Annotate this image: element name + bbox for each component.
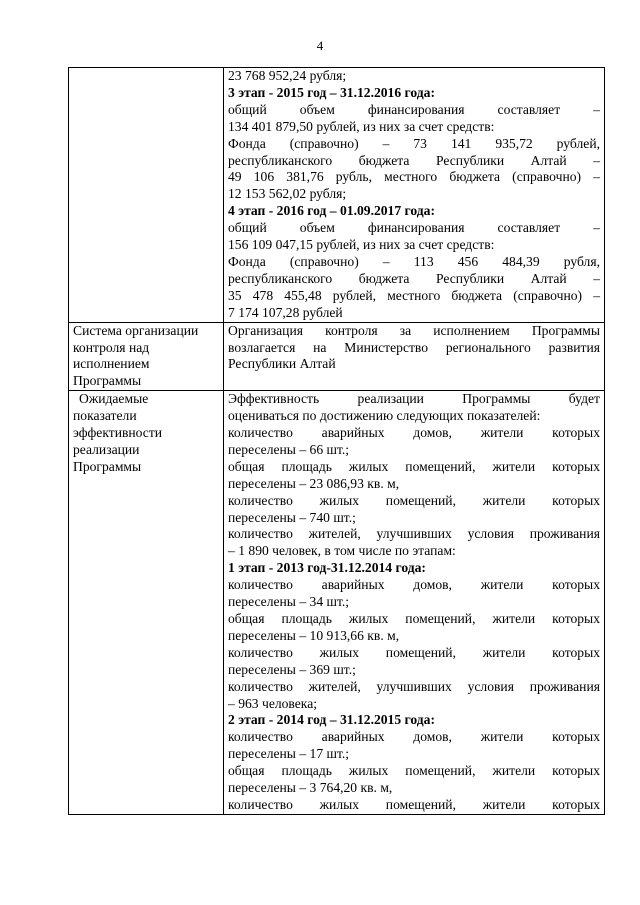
content-line: количество жилых помещений, жители которых <box>228 796 600 812</box>
content-line: переселены – 740 шт.; <box>228 509 356 525</box>
content-line: Фонда (справочно) – 73 141 935,72 рублей, <box>228 135 600 151</box>
content-line: переселены – 34 шт.; <box>228 594 350 610</box>
content-line: переселены – 23 086,93 кв. м, <box>228 475 400 491</box>
row-label-line: Программы <box>73 373 142 389</box>
row-label-cell <box>69 391 224 815</box>
content-line: количество жителей, улучшивших условия проживания <box>228 526 600 542</box>
content-line: общая площадь жилых помещений, жители которых <box>228 458 600 474</box>
row-content-cell <box>224 68 605 323</box>
stage-heading: 2 этап - 2014 год – 31.12.2015 года: <box>228 712 435 728</box>
stage-heading: 3 этап - 2015 год – 31.12.2016 года: <box>228 84 435 100</box>
content-line: количество жилых помещений, жители которых <box>228 644 600 660</box>
row-label-line: показатели <box>73 408 137 424</box>
content-line: – 963 человека; <box>228 695 318 711</box>
content-line: общий объем финансирования составляет – <box>228 220 600 236</box>
content-line: переселены – 66 шт.; <box>228 441 350 457</box>
row-label-cell <box>69 68 224 323</box>
row-label-line: Ожидаемые <box>79 391 149 407</box>
content-line: переселены – 3 764,20 кв. м, <box>228 780 393 796</box>
content-line: 7 174 107,28 рублей <box>228 304 343 320</box>
content-line: переселены – 10 913,66 кв. м, <box>228 627 400 643</box>
content-line: Эффективность реализации Программы будет <box>228 391 600 407</box>
content-line: количество жителей, улучшивших условия проживания <box>228 678 600 694</box>
content-line: общая площадь жилых помещений, жители которых <box>228 763 600 779</box>
content-line: возлагается на Министерство регионального развития <box>228 339 600 355</box>
content-line: количество аварийных домов, жители которых <box>228 729 600 745</box>
program-passport-table <box>68 67 605 815</box>
table-row <box>69 68 605 323</box>
row-label-line: контроля над <box>73 339 150 355</box>
content-line: 23 768 952,24 рубля; <box>228 68 347 83</box>
content-line: оцениваться по достижению следующих показателей: <box>228 408 541 424</box>
content-line: общий объем финансирования составляет – <box>228 101 600 117</box>
content-line: переселены – 17 шт.; <box>228 746 350 762</box>
row-label-line: Система организации <box>73 322 199 338</box>
row-label-line: исполнением <box>73 356 150 372</box>
row-label-line: эффективности <box>73 425 163 441</box>
row-label-line: реализации <box>73 441 140 457</box>
row-label-line: Программы <box>73 458 142 474</box>
stage-heading: 1 этап - 2013 год-31.12.2014 года: <box>228 560 426 576</box>
content-line: 35 478 455,48 рублей, местного бюджета (справочно) – <box>228 287 600 303</box>
content-line: Республики Алтай <box>228 356 336 372</box>
table-row <box>69 391 605 815</box>
content-line: количество жилых помещений, жители которых <box>228 492 600 508</box>
content-line: Фонда (справочно) – 113 456 484,39 рубля, <box>228 253 600 269</box>
content-line: количество аварийных домов, жители которых <box>228 577 600 593</box>
content-line: общая площадь жилых помещений, жители которых <box>228 611 600 626</box>
row-label-cell <box>69 322 224 391</box>
content-line: 12 153 562,02 рубля; <box>228 186 347 202</box>
content-line: 49 106 381,76 рубль, местного бюджета (справочно) – <box>228 169 600 185</box>
content-line: 134 401 879,50 рублей, из них за счет средств: <box>228 118 495 134</box>
page-number: 4 <box>316 38 324 53</box>
table-row <box>69 322 605 391</box>
content-line: – 1 890 человек, в том числе по этапам: <box>228 543 456 559</box>
content-line: количество аварийных домов, жители которых <box>228 425 600 441</box>
content-line: 156 109 047,15 рублей, из них за счет средств: <box>228 237 495 253</box>
stage-heading: 4 этап - 2016 год – 01.09.2017 года: <box>228 203 435 219</box>
content-line: переселены – 369 шт.; <box>228 661 356 677</box>
row-content-cell <box>224 322 605 391</box>
content-line: Организация контроля за исполнением Программы <box>228 322 600 338</box>
row-content-cell <box>224 391 605 815</box>
content-line: республиканского бюджета Республики Алтай – <box>228 152 600 168</box>
content-line: республиканского бюджета Республики Алтай – <box>228 270 600 286</box>
